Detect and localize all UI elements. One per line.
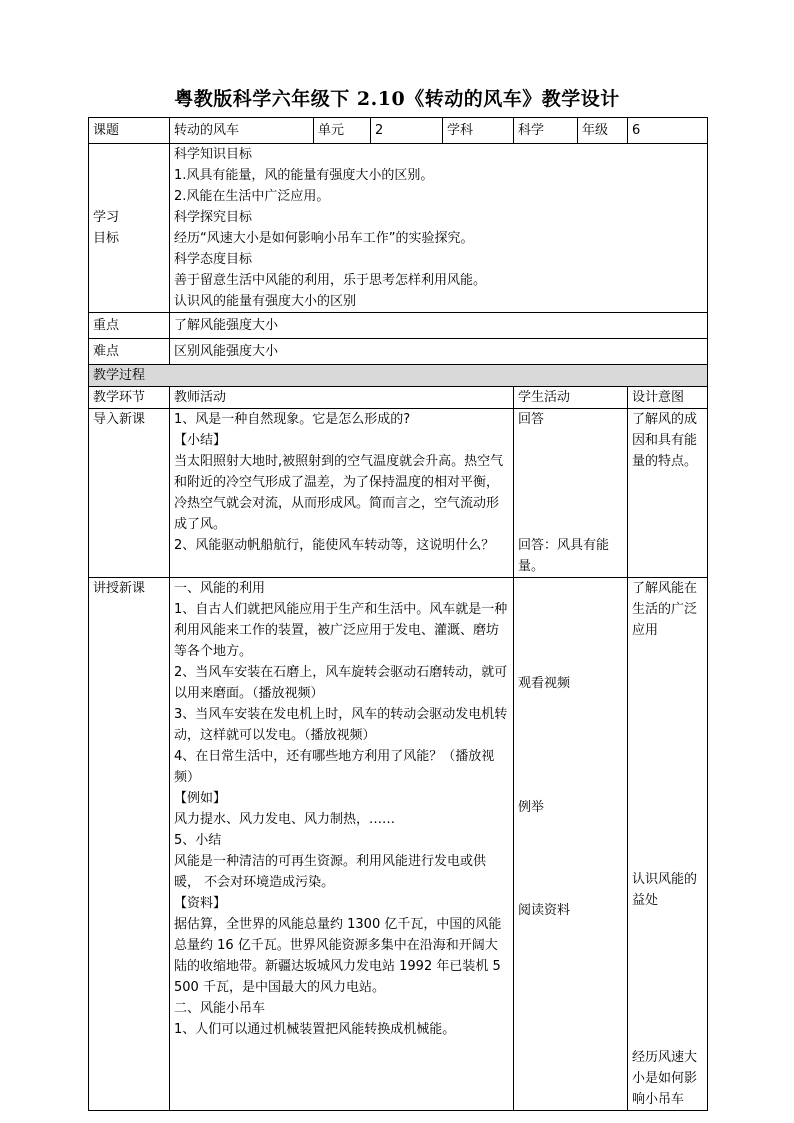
key-point-value: 了解风能强度大小 — [170, 313, 708, 339]
topic-label: 课题 — [89, 118, 170, 144]
lecture-teacher-line: 风能是一种清洁的可再生资源。利用风能进行发电或供暖， 不会对环境造成污染。 — [174, 854, 487, 890]
lecture-teacher-line: 据估算，全世界的风能总量约 1300 亿千瓦，中国的风能总量约 16 亿千瓦。世界风能资源多集中在沿海和开阔大陆的收缩地带。新疆达坂城风力发电站 1992 年已装机 5500 千瓦，是中国最大的风力电站。 — [174, 917, 502, 995]
lecture-teacher-line: 4、在日常生活中，还有哪些地方利用了风能？（播放视频） — [174, 749, 495, 785]
grade-label: 年级 — [578, 118, 628, 144]
goals-row — [89, 144, 708, 313]
intro-stage: 导入新课 — [89, 409, 170, 578]
unit-value: 2 — [371, 118, 443, 144]
lecture-teacher-line: 1、人们可以通过机械装置把风能转换成机械能。 — [174, 1022, 456, 1037]
intro-teacher — [170, 409, 514, 578]
lecture-student-item: 观看视频 — [518, 676, 571, 691]
column-intent: 设计意图 — [628, 387, 708, 409]
intro-row — [89, 409, 708, 578]
intro-teacher-line: 2、风能驱动帆船航行，能使风车转动等，这说明什么？ — [174, 538, 495, 553]
lecture-stage: 讲授新课 — [89, 578, 170, 1111]
topic-value: 转动的风车 — [170, 118, 314, 144]
grade-value: 6 — [628, 118, 708, 144]
lesson-plan-table — [88, 117, 708, 1111]
process-columns-row — [89, 387, 708, 409]
lecture-intent-item: 了解风能在生活的广泛应用 — [632, 581, 698, 638]
lecture-teacher — [170, 578, 514, 1111]
lecture-teacher-line: 风力提水、风力发电、风力制热，…… — [174, 812, 396, 827]
lecture-teacher-line: 2、当风车安装在石磨上，风车旋转会驱动石磨转动，就可以用来磨面。（播放视频） — [174, 665, 508, 701]
lecture-row — [89, 578, 708, 1111]
goals-line: 善于留意生活中风能的利用，乐于思考怎样利用风能。 — [174, 273, 487, 288]
document-title: 粤教版科学六年级下 2.10《转动的风车》教学设计 — [174, 88, 620, 110]
goals-line: 1.风具有能量，风的能量有强度大小的区别。 — [174, 168, 434, 183]
lecture-intent-item: 认识风能的益处 — [632, 872, 698, 908]
lecture-teacher-line: 5、小结 — [174, 833, 222, 848]
intro-teacher-line: 【小结】 — [174, 433, 227, 448]
intro-teacher-line: 当太阳照射大地时,被照射到的空气温度就会升高。热空气和附近的冷空气形成了温差，为了保持温度的相对平衡，冷热空气就会对流，从而形成风。简而言之，空气流动形成了风。 — [174, 454, 504, 532]
lecture-teacher-line: 【资料】 — [174, 896, 227, 911]
unit-label: 单元 — [314, 118, 371, 144]
goals-label-line-1: 学习 — [93, 210, 120, 225]
lecture-student-item: 例举 — [518, 800, 545, 815]
column-student: 学生活动 — [514, 387, 628, 409]
goals-label-line-2: 目标 — [93, 231, 120, 246]
goals-label — [89, 144, 170, 313]
header-row — [89, 118, 708, 144]
subject-value: 科学 — [514, 118, 578, 144]
goals-line: 科学探究目标 — [174, 210, 253, 225]
lecture-intent — [628, 578, 708, 1111]
lecture-student — [514, 578, 628, 1111]
column-stage: 教学环节 — [89, 387, 170, 409]
process-heading-row — [89, 365, 708, 387]
goals-content — [170, 144, 708, 313]
intro-student — [514, 409, 628, 578]
lecture-teacher-line: 1、自古人们就把风能应用于生产和生活中。风车就是一种利用风能来工作的装置，被广泛应用于发电、灌溉、磨坊等各个地方。 — [174, 602, 508, 659]
goals-line: 科学态度目标 — [174, 252, 253, 267]
process-heading: 教学过程 — [89, 365, 708, 387]
lecture-teacher-line: 3、当风车安装在发电机上时，风车的转动会驱动发电机转动，这样就可以发电。（播放视频） — [174, 707, 508, 743]
goals-line: 认识风的能量有强度大小的区别 — [174, 294, 357, 309]
column-teacher: 教师活动 — [170, 387, 514, 409]
difficulty-value: 区别风能强度大小 — [170, 339, 708, 365]
intro-student-answer-2: 回答：风具有能量。 — [518, 538, 610, 574]
lecture-teacher-line: 一、风能的利用 — [174, 581, 266, 596]
goals-line: 2.风能在生活中广泛应用。 — [174, 189, 330, 204]
lecture-teacher-line: 二、风能小吊车 — [174, 1001, 266, 1016]
intro-teacher-line: 1、风是一种自然现象。它是怎么形成的? — [174, 412, 411, 427]
key-point-label: 重点 — [89, 313, 170, 339]
goals-line: 科学知识目标 — [174, 147, 253, 162]
lecture-teacher-line: 【例如】 — [174, 791, 227, 806]
goals-line: 经历“风速大小是如何影响小吊车工作”的实验探究。 — [174, 231, 474, 246]
difficulty-label: 难点 — [89, 339, 170, 365]
lecture-intent-item: 经历风速大小是如何影响小吊车 — [632, 1050, 698, 1107]
intro-intent: 了解风的成因和具有能量的特点。 — [628, 409, 708, 578]
intro-student-answer-1: 回答 — [518, 412, 545, 427]
lecture-student-item: 阅读资料 — [518, 903, 571, 918]
difficulty-row — [89, 339, 708, 365]
key-point-row — [89, 313, 708, 339]
subject-label: 学科 — [443, 118, 514, 144]
